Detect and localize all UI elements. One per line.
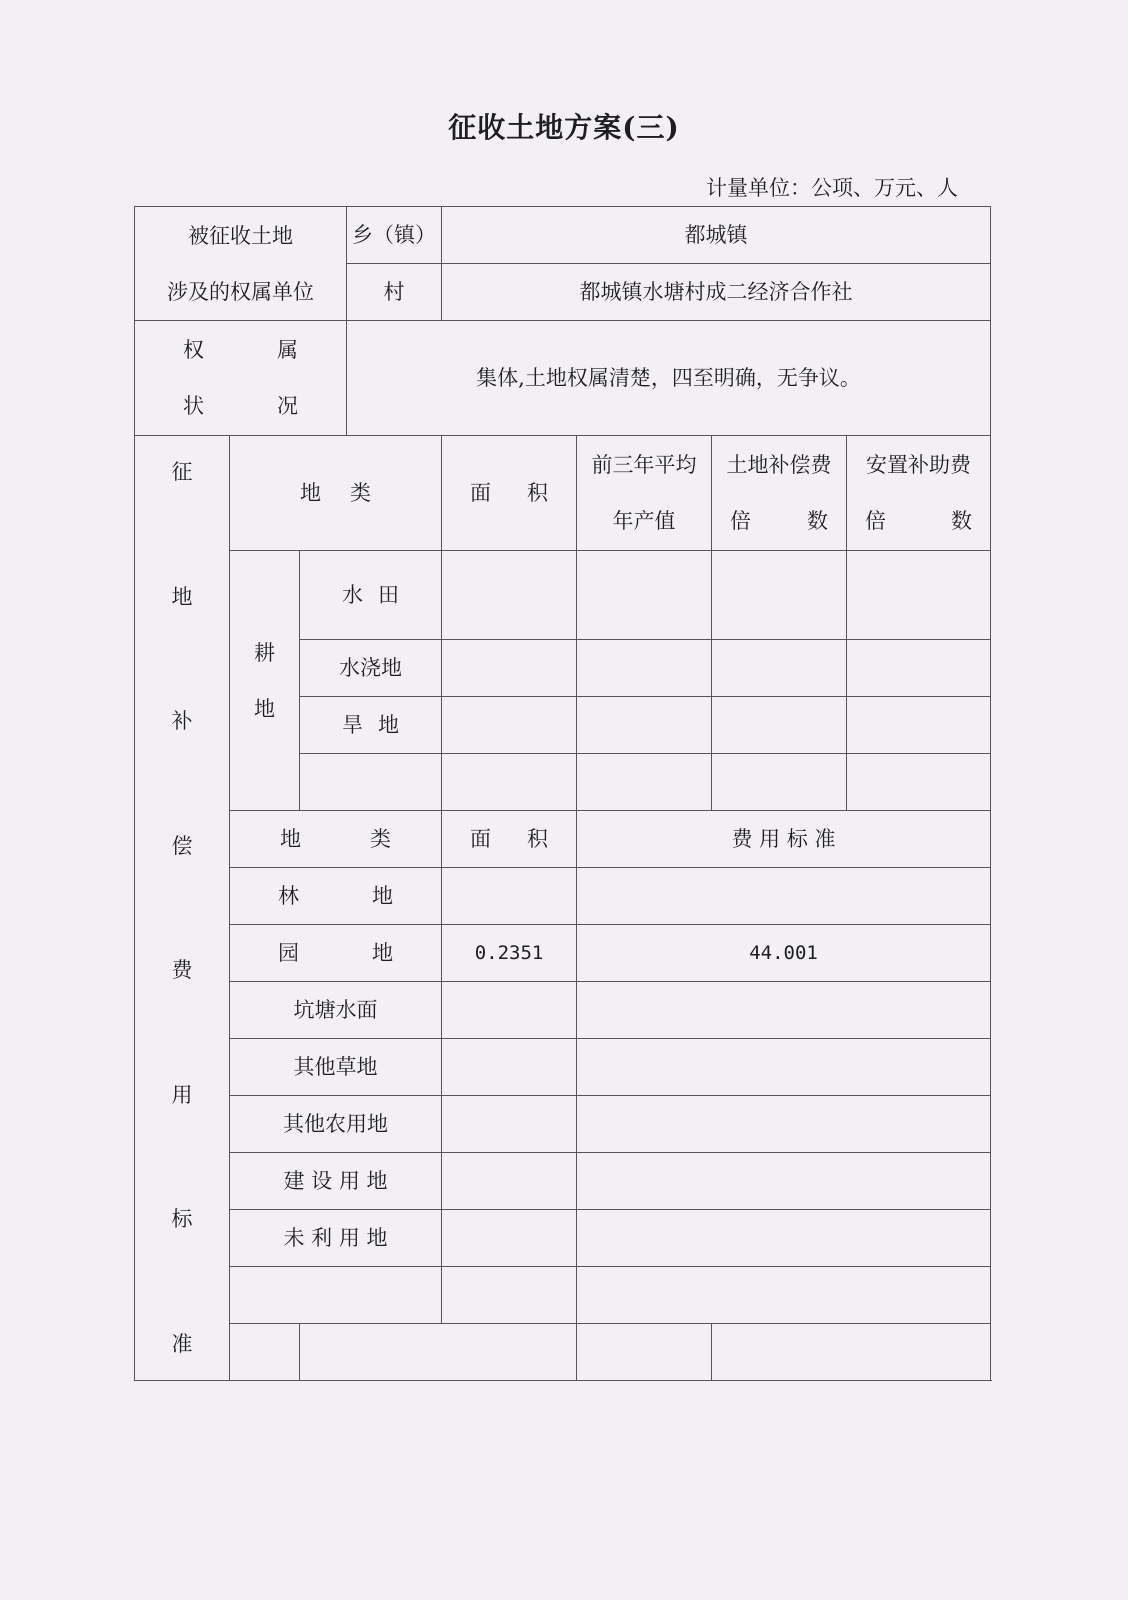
table-cell bbox=[712, 640, 847, 697]
header-char: 地 bbox=[280, 827, 301, 851]
table-cell bbox=[577, 982, 991, 1039]
land-char: 园 bbox=[278, 941, 299, 965]
table-cell bbox=[847, 697, 991, 754]
garden-fee-value: 44.001 bbox=[577, 925, 991, 982]
land-type-header-2 bbox=[230, 811, 442, 868]
dry-land-label bbox=[300, 697, 442, 754]
table-cell bbox=[300, 754, 442, 811]
table-cell bbox=[847, 754, 991, 811]
land-char: 田 bbox=[378, 583, 400, 607]
arable-label bbox=[230, 551, 300, 811]
ownership-label-char: 况 bbox=[277, 394, 299, 418]
side-char: 准 bbox=[171, 1331, 193, 1356]
header-char: 倍 bbox=[730, 509, 752, 533]
header-char: 数 bbox=[951, 509, 973, 533]
avg-output-line1: 前三年平均 bbox=[591, 453, 697, 477]
table-cell bbox=[577, 1210, 991, 1267]
fee-standard-header: 费 用 标 准 bbox=[577, 811, 991, 868]
side-char: 费 bbox=[171, 958, 193, 983]
side-char: 用 bbox=[171, 1082, 193, 1107]
area-header-2 bbox=[442, 811, 577, 868]
table-cell bbox=[442, 754, 577, 811]
header-char: 面 bbox=[470, 481, 492, 505]
table-cell bbox=[442, 868, 577, 925]
land-char: 地 bbox=[372, 884, 394, 908]
table-cell bbox=[442, 551, 577, 640]
side-char: 偿 bbox=[171, 833, 193, 858]
table-cell bbox=[442, 1210, 577, 1267]
table-cell bbox=[230, 1324, 300, 1381]
avg-output-line2: 年产值 bbox=[612, 509, 676, 533]
table-cell bbox=[577, 1267, 991, 1324]
table-cell bbox=[577, 754, 712, 811]
grassland-label: 其他草地 bbox=[230, 1039, 442, 1096]
table-cell bbox=[230, 1267, 442, 1324]
land-char: 地 bbox=[378, 713, 400, 737]
header-char: 积 bbox=[527, 827, 549, 851]
ownership-status-value: 集体,土地权属清楚，四至明确，无争议。 bbox=[347, 321, 991, 436]
table-cell bbox=[577, 868, 991, 925]
pond-label: 坑塘水面 bbox=[230, 982, 442, 1039]
header-char: 类 bbox=[370, 827, 392, 851]
village-value: 都城镇水塘村成二经济合作社 bbox=[442, 264, 991, 321]
paddy-field-label bbox=[300, 551, 442, 640]
table-cell bbox=[847, 640, 991, 697]
irrigated-land-label: 水浇地 bbox=[300, 640, 442, 697]
resettle-line1: 安置补助费 bbox=[866, 453, 972, 477]
other-agri-label: 其他农用地 bbox=[230, 1096, 442, 1153]
side-char: 补 bbox=[171, 709, 193, 734]
construction-land-label: 建 设 用 地 bbox=[230, 1153, 442, 1210]
table-cell bbox=[577, 1096, 991, 1153]
table-cell bbox=[577, 1324, 712, 1381]
header-char: 数 bbox=[807, 509, 829, 533]
table-cell bbox=[442, 1267, 577, 1324]
land-comp-header bbox=[712, 436, 847, 551]
document-title: 征收土地方案(三) bbox=[448, 111, 680, 144]
arable-char: 地 bbox=[254, 696, 275, 721]
avg-output-header bbox=[577, 436, 712, 551]
ownership-label-char: 状 bbox=[183, 394, 204, 418]
owner-label-line1: 被征收土地 bbox=[188, 223, 293, 248]
garden-area-value: 0.2351 bbox=[442, 925, 577, 982]
header-char: 倍 bbox=[865, 509, 887, 533]
land-type-header bbox=[230, 436, 442, 551]
village-label: 村 bbox=[347, 264, 442, 321]
side-char: 地 bbox=[171, 584, 193, 609]
table-cell bbox=[712, 754, 847, 811]
ownership-label-char: 属 bbox=[277, 338, 299, 362]
ownership-status-label bbox=[135, 321, 347, 436]
table-cell bbox=[847, 551, 991, 640]
measurement-unit: 计量单位：公项、万元、人 bbox=[706, 176, 958, 200]
land-char: 林 bbox=[278, 884, 299, 908]
arable-char: 耕 bbox=[254, 640, 275, 665]
land-char: 地 bbox=[372, 941, 394, 965]
side-char: 标 bbox=[171, 1207, 193, 1232]
unused-land-label: 未 利 用 地 bbox=[230, 1210, 442, 1267]
owner-label-cell bbox=[135, 207, 347, 321]
land-acquisition-table bbox=[134, 206, 991, 1381]
table-cell bbox=[442, 1039, 577, 1096]
ownership-label-char: 权 bbox=[183, 338, 204, 362]
land-comp-line1: 土地补偿费 bbox=[726, 453, 832, 477]
owner-label-line2: 涉及的权属单位 bbox=[167, 279, 314, 304]
table-cell bbox=[712, 551, 847, 640]
forest-land-label bbox=[230, 868, 442, 925]
land-char: 旱 bbox=[342, 713, 363, 737]
header-char: 类 bbox=[350, 481, 372, 505]
garden-land-label bbox=[230, 925, 442, 982]
table-cell bbox=[442, 1153, 577, 1210]
area-header bbox=[442, 436, 577, 551]
table-cell bbox=[712, 697, 847, 754]
table-cell bbox=[442, 697, 577, 754]
header-char: 地 bbox=[300, 481, 321, 505]
table-cell bbox=[442, 640, 577, 697]
table-cell bbox=[577, 697, 712, 754]
header-char: 积 bbox=[527, 481, 549, 505]
township-value: 都城镇 bbox=[442, 207, 991, 264]
table-cell bbox=[577, 640, 712, 697]
table-cell bbox=[577, 1153, 991, 1210]
table-cell bbox=[300, 1324, 577, 1381]
table-cell bbox=[712, 1324, 991, 1381]
table-cell bbox=[442, 1096, 577, 1153]
table-cell bbox=[577, 1039, 991, 1096]
side-char: 征 bbox=[171, 460, 193, 484]
resettle-header bbox=[847, 436, 991, 551]
land-char: 水 bbox=[342, 583, 363, 607]
table-cell bbox=[442, 982, 577, 1039]
compensation-side-label bbox=[135, 436, 230, 1381]
header-char: 面 bbox=[470, 827, 492, 851]
table-cell bbox=[577, 551, 712, 640]
township-label: 乡（镇） bbox=[347, 207, 442, 264]
